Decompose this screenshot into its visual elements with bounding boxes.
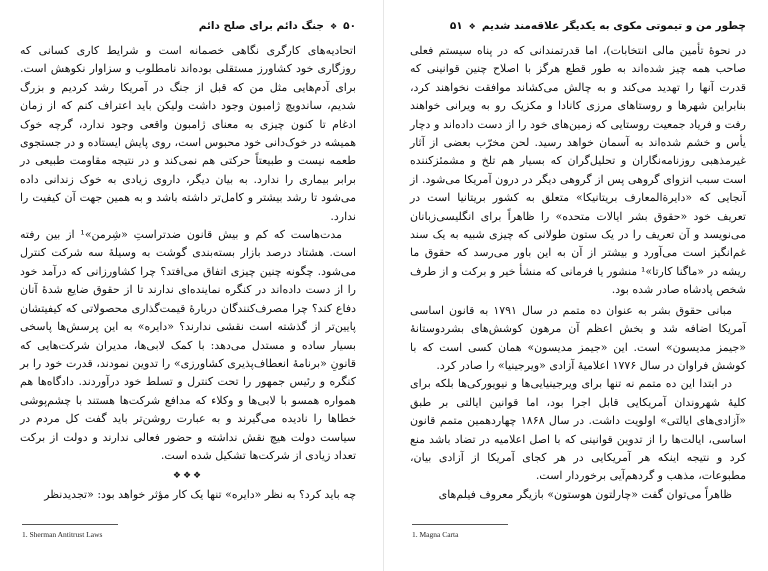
right-body-text xyxy=(410,42,746,504)
left-paragraph-2: مدت‌هاست که کم و بیش قانون ضدتراستِ «شِرمن»¹ از بین رفته است. هشتاد درصد بازار بسته‌بندی گوشت به وسیلهٔ سه شرکت کنترل می‌شود. چگونه چنین چیزی اتفاق می‌افتد؟ چرا کشاورزانی که درآمد خود را از دست داده‌اند در کنگره نماینده‌ای ندارند تا از حقوق ضایع شدهٔ آنان دفاع کند؟ چرا مصرف‌کنندگان دربارهٔ قیمت‌گذاری محصولاتی که کیفیتشان پایین‌تر از گذشته است نقشی ندارند؟ «دایره» به این پرسش‌ها پاسخی بسیار ساده و مستدل می‌دهد: با کمک لابی‌ها، مدیران شرکت‌هایی که قانونِ «برنامهٔ انعطاف‌پذیری کشاورزی» را تدوین نمودند، قدرت خود را بر کنگره و رئیس جمهور را تحت کنترل و تسلط خود درآوردند. دادگاه‌ها هم همواره همسو با لابی‌ها و وکلاء که مدافع شرکت‌ها هستند با چشم‌پوشی خطاها را نادیده می‌گیرند و به عبارت روشن‌تر باید گفت کل مردم در سیاست دولت هیچ نقش نداشته و حضور فعالی ندارند و دولت از برکت تعداد زیادی از شرکت‌ها تشکیل شده است. xyxy=(20,228,356,462)
left-page-number: ۵۰ xyxy=(343,20,356,32)
left-body-text xyxy=(20,42,356,504)
right-running-header xyxy=(412,18,746,34)
right-footnote-rule xyxy=(412,524,508,525)
left-chapter-title: جنگ دائم برای صلح دائم xyxy=(198,20,324,32)
header-ornament-icon: ❖ xyxy=(330,21,338,31)
right-paragraph-3: در ابتدا این ده متمم نه تنها برای ویرجینیایی‌ها و نیویورکی‌ها بلکه برای کلیهٔ شهروندان آمریکایی قابل اجرا بود، اما قوانین ایالتی بر طبق «آزادی‌های ایالتی» اولویت داشت. در سال ۱۸۶۸ چهاردهمین متمم قانون اساسی، ایالت‌ها را از تدوین قوانینی که با اصل اعلامیه در تضاد باشد منع کرد و نتیجه اینکه هر آمریکایی در هر کجای آمریکا از آزادی بیان، مطبوعات، مذهب و گردهم‌آیی برخوردار است. xyxy=(410,377,746,483)
book-gutter xyxy=(383,0,384,571)
right-paragraph-2: مبانی حقوق بشر به عنوان ده متمم در سال ۱۷۹۱ به قانون اساسی آمریکا اضافه شد و بخش اعظم آن مرهون کوشش‌های بشردوستانهٔ «جیمز مدیسون» است. این «جیمز مدیسون» همان کسی است که با کوشش فراوان در سال ۱۷۷۶ اعلامیهٔ آزادی «ویرجینیا» را صادر کرد. xyxy=(410,303,746,372)
right-page xyxy=(394,0,764,571)
left-footnote: 1. Sherman Antitrust Laws xyxy=(22,530,103,539)
header-ornament-icon: ❖ xyxy=(468,21,476,31)
left-paragraph-1: اتحادیه‌های کارگری نگاهی خصمانه است و شرایط کاری کسانی که روزگاری خود کشاورز مستقلی بوده‌اند نامطلوب و سزاوار نکوهش است. برای آدم‌هایی مثل من که قبل از جنگ در آمریکا رشد کردیم و بزرگ شدیم، ساندویچ ژامبون وجود داشت ولیکن باید اعتراف کنم که از زمان ادغام تا کنون چیزی به معنای ژامبون واقعی وجود ندارد، گرچه خوک همیشه در خوک‌دانی خود محبوس است، روی پایش ایستاده و در جستجوی طعمه نیست و طبیعتاً حرکتی هم نمی‌کند و در نتیجه مقاومت طبیعی در برابر بیماری را ندارد. به بیان دیگر، داروی زیادی به خوک زندانی داده می‌شود تا رشد بیشتر و کامل‌تر داشته باشد و به همین جهت آن کیفیت را ندارد. xyxy=(20,44,356,223)
right-paragraph-1: در نحوهٔ تأمین مالی انتخابات)، اما قدرتمندانی که در پناه سیستم فعلی صاحب همه چیز شده‌اند به طور قطع هرگز با اصلاح چنین قوانینی که قدرت آنها را تهدید می‌کند و به چالش می‌کشاند موافقت نخواهند کرد، بنابراین شهرها و روستاهای مرزی کانادا و مکزیک رو به ویرانی خواهند رفت و فریاد جمعیت روستایی که زمین‌های خود را از دست داده‌اند و دچار یأس و خشم شده‌اند به آسمان خواهد رسید. لحن مخرّب بعضی از آثار غیرمذهبی روزنامه‌نگاران و تحلیل‌گران که بسیار هم تلخ و مشمئزکننده است سبب انزوای گروهی پس از گروهی دیگر در درون آمریکا می‌شود. از آنجایی که «دایرةالمعارف بریتانیکا» متعلق به کشور بریتانیا است در تعریف خود «حقوق بشر ایالات متحده» را ظاهراً برای انگلیسی‌زبانان می‌نویسد و آن تعریف را در یک ستون طولانی که چیزی شبیه به یک سند غم‌انگیز است می‌آورد و بیشتر از آن به این باور می‌رسد که حقوق ما ریشه در «ماگنا کارتا»¹ منشور یا فرمانی که منشأ خیر و برکت و از طرف شخص پادشاه صادر شده بود. xyxy=(410,44,746,297)
right-chapter-title: چطور من و تیموتی مکوی به یکدیگر علاقه‌مند شدیم xyxy=(481,20,746,32)
right-footnote: 1. Magna Carta xyxy=(412,530,459,539)
section-break-stars: ❖❖❖ xyxy=(172,471,204,482)
left-footnote-rule xyxy=(22,524,118,525)
left-running-header xyxy=(22,18,356,34)
left-last-line: چه باید کرد؟ به نظر «دایره» تنها یک کار مؤثر خواهد بود: «تجدیدنظر xyxy=(44,487,356,501)
right-paragraph-4: ظاهراً می‌توان گفت «چارلتون هوستون» بازیگر معروف فیلم‌های xyxy=(438,487,732,501)
right-page-number: ۵۱ xyxy=(449,20,463,32)
left-page xyxy=(4,0,374,571)
